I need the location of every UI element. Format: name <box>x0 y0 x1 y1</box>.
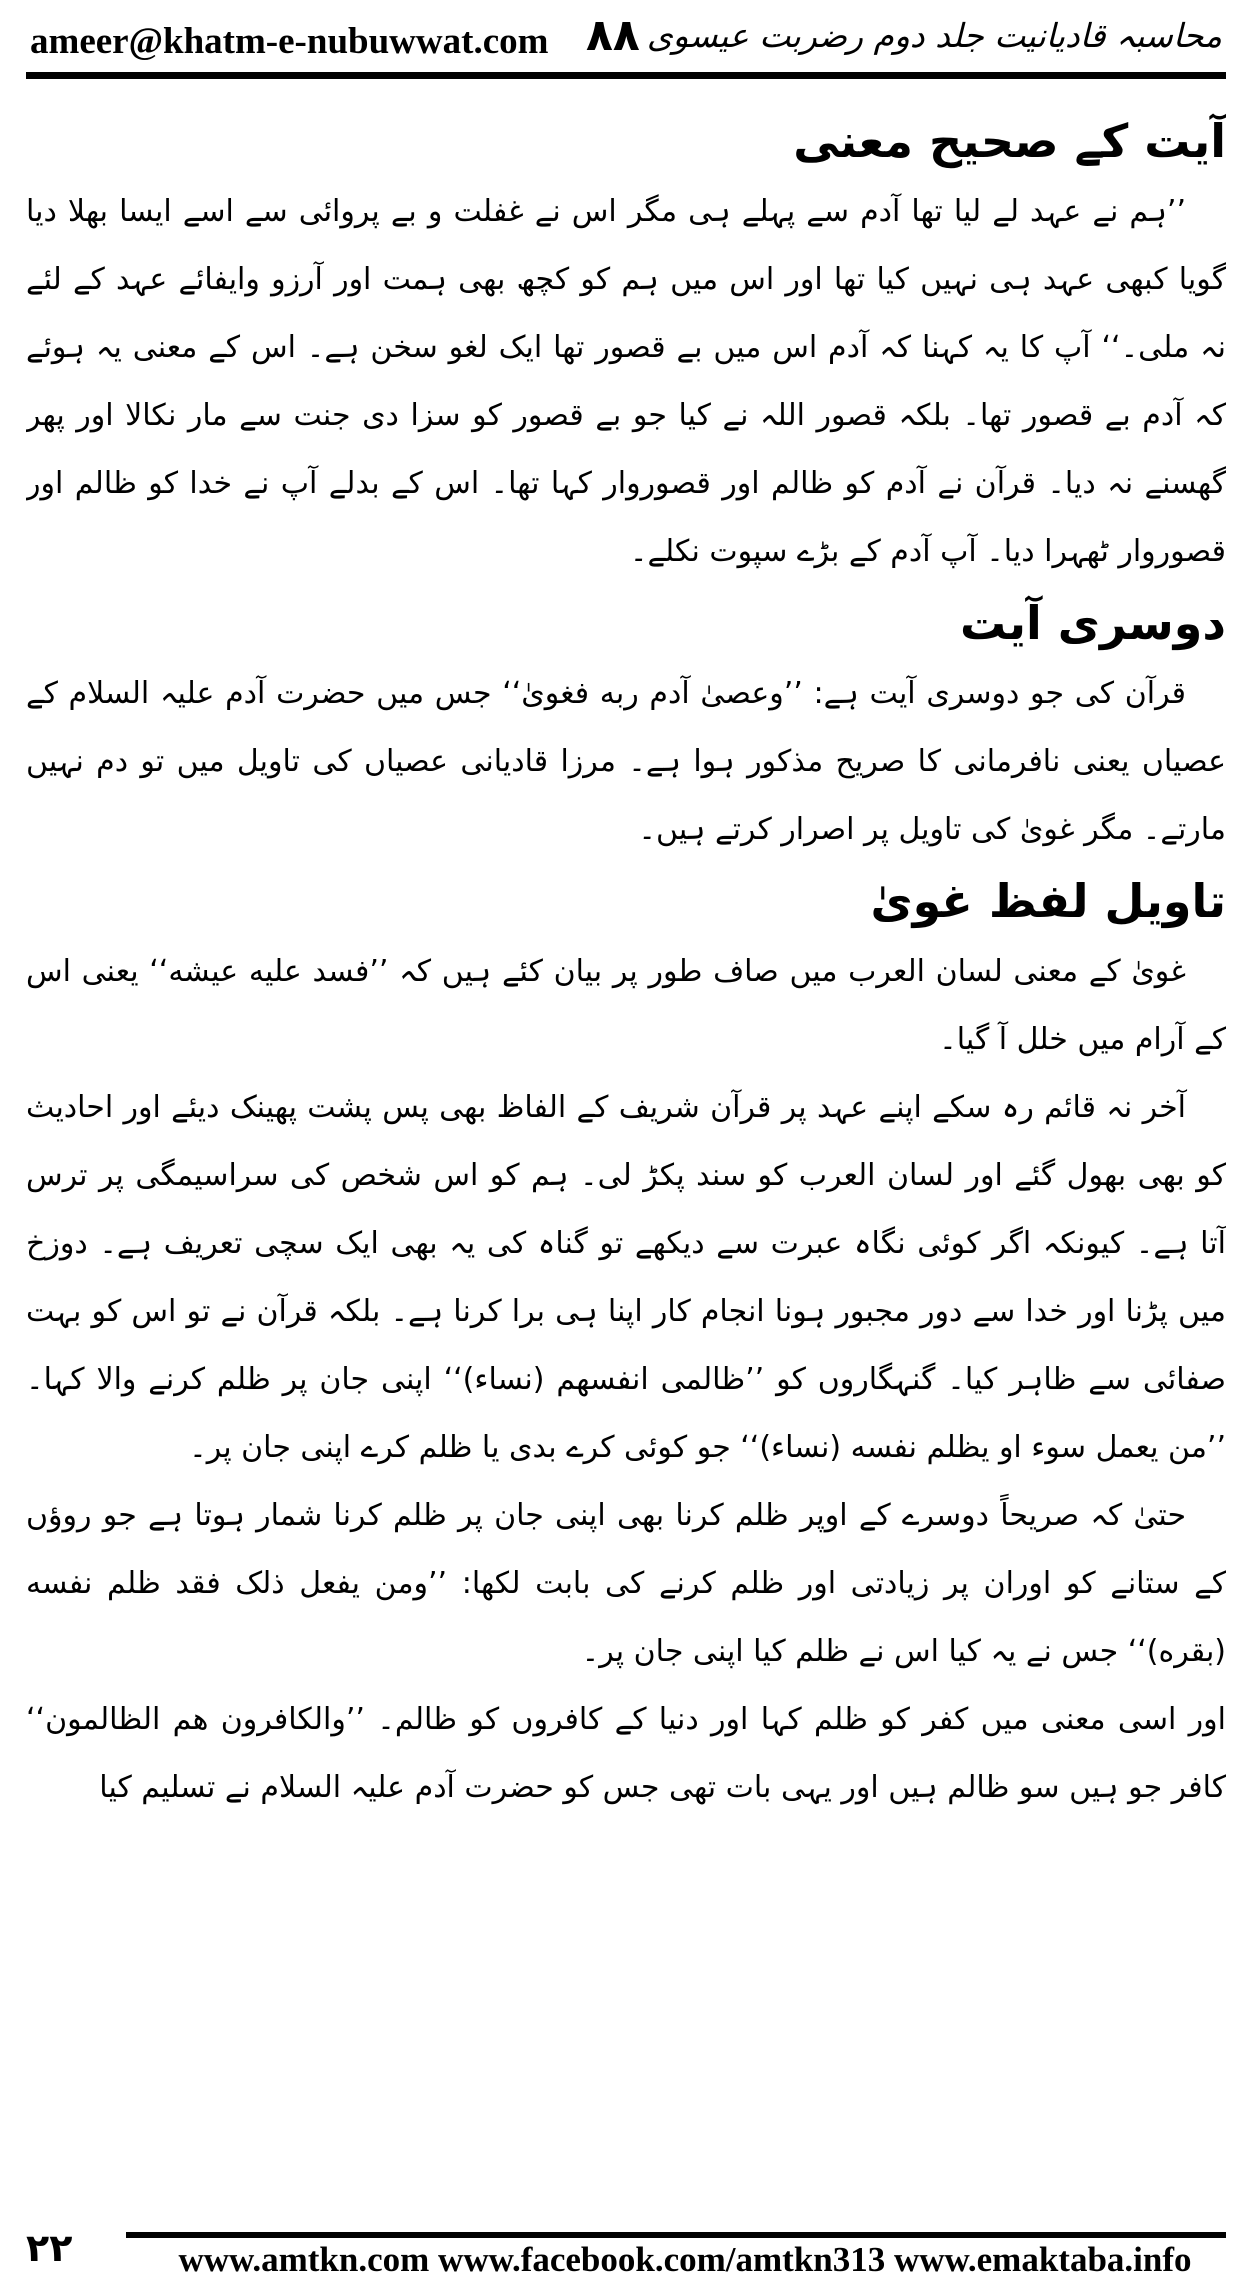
section-heading-correct-meaning: آیت کے صحیح معنی <box>793 114 1226 168</box>
paragraph: قرآن کی جو دوسری آیت ہے: ’’وعصیٰ آدم ربه فغویٰ‘‘ جس میں حضرت آدم علیہ السلام کے عصیاں یعنی نافرمانی کا صریح مذکور ہوا ہے۔ مرزا قادیانی عصیاں کی تاویل میں تو دم نہیں مارتے۔ مگر غویٰ کی تاویل پر اصرار کرتے ہیں۔ <box>26 676 1226 847</box>
header-rule <box>26 72 1226 79</box>
section-heading-second-verse: دوسری آیت <box>960 596 1226 650</box>
paragraph: آخر نہ قائم رہ سکے اپنے عہد پر قرآن شریف کے الفاظ بھی پس پشت پھینک دیئے اور احادیث کو بھی بھول گئے اور لسان العرب کو سند پکڑ لی۔ ہم کو اس شخص کی سراسیمگی پر ترس آتا ہے۔ کیونکہ اگر کوئی نگاہ عبرت سے دیکھے تو گناہ کی یہ بھی ایک سچی تعریف ہے۔ دوزخ میں پڑنا اور خدا سے دور مجبور ہونا انجام کار اپنا ہی برا کرنا ہے۔ بلکہ قرآن نے تو اس کو بہت صفائی سے ظاہر کیا۔ گنہگاروں کو ’’ظالمی انفسهم (نساء)‘‘ اپنی جان پر ظلم کرنے والا کہا۔ ’’من یعمل سوء او یظلم نفسه (نساء)‘‘ جو کوئی کرے بدی یا ظلم کرے اپنی جان پر۔ <box>26 1090 1226 1465</box>
paragraph: غویٰ کے معنی لسان العرب میں صاف طور پر بیان کئے ہیں کہ ’’فسد علیه عیشه‘‘ یعنی اس کے آرام میں خلل آ گیا۔ <box>26 954 1226 1057</box>
footer-page-number: ۲۲ <box>26 2226 73 2270</box>
page-footer <box>26 2226 1226 2279</box>
header-email[interactable]: ameer@khatm-e-nubuwwat.com <box>30 21 549 62</box>
footer-links[interactable]: www.amtkn.com www.facebook.com/amtkn313 www.emaktaba.info <box>178 2240 1192 2279</box>
section-heading-interpretation-ghawa: تاویل لفظ غویٰ <box>870 874 1226 928</box>
paragraph: ’’ہم نے عہد لے لیا تھا آدم سے پہلے ہی مگر اس نے غفلت و بے پروائی سے اسے ایسا بھلا دیا گویا کبھی عہد ہی نہیں کیا تھا اور اس میں ہم کو کچھ بھی ہمت اور آرزو وایفائے عہد کے لئے نہ ملی۔‘‘ آپ کا یہ کہنا کہ آدم اس میں بے قصور تھا ایک لغو سخن ہے۔ اس کے معنی یہ ہوئے کہ آدم بے قصور تھا۔ بلکہ قصور اللہ نے کیا جو بے قصور کو سزا دی جنت سے مار نکالا اور پھر گھسنے نہ دیا۔ قرآن نے آدم کو ظالم اور قصوروار کہا تھا۔ اس کے بدلے آپ نے خدا کو ظالم اور قصوروار ٹھہرا دیا۔ آپ آدم کے بڑے سپوت نکلے۔ <box>26 194 1226 569</box>
paragraph: حتیٰ کہ صریحاً دوسرے کے اوپر ظلم کرنا بھی اپنی جان پر ظلم کرنا شمار ہوتا ہے جو روؤں کے ستانے کو اوران پر زیادتی اور ظلم کرنے کی بابت لکھا: ’’ومن یفعل ذلک فقد ظلم نفسه (بقره)‘‘ جس نے یہ کیا اس نے ظلم کیا اپنی جان پر۔ <box>26 1498 1226 1669</box>
footer-rule <box>126 2232 1226 2238</box>
header-page-number: ۸۸ <box>586 10 640 61</box>
paragraph: اور اسی معنی میں کفر کو ظلم کہا اور دنیا کے کافروں کو ظالم۔ ’’والکافرون هم الظالمون‘‘ کافر جو ہیں سو ظالم ہیں اور یہی بات تھی جس کو حضرت آدم علیہ السلام نے تسلیم کیا <box>26 1702 1226 1805</box>
page-body <box>26 86 1226 2186</box>
page-header <box>26 6 1226 70</box>
header-book-title: محاسبہ قادیانیت جلد دوم رضربت عیسوی <box>646 16 1222 55</box>
